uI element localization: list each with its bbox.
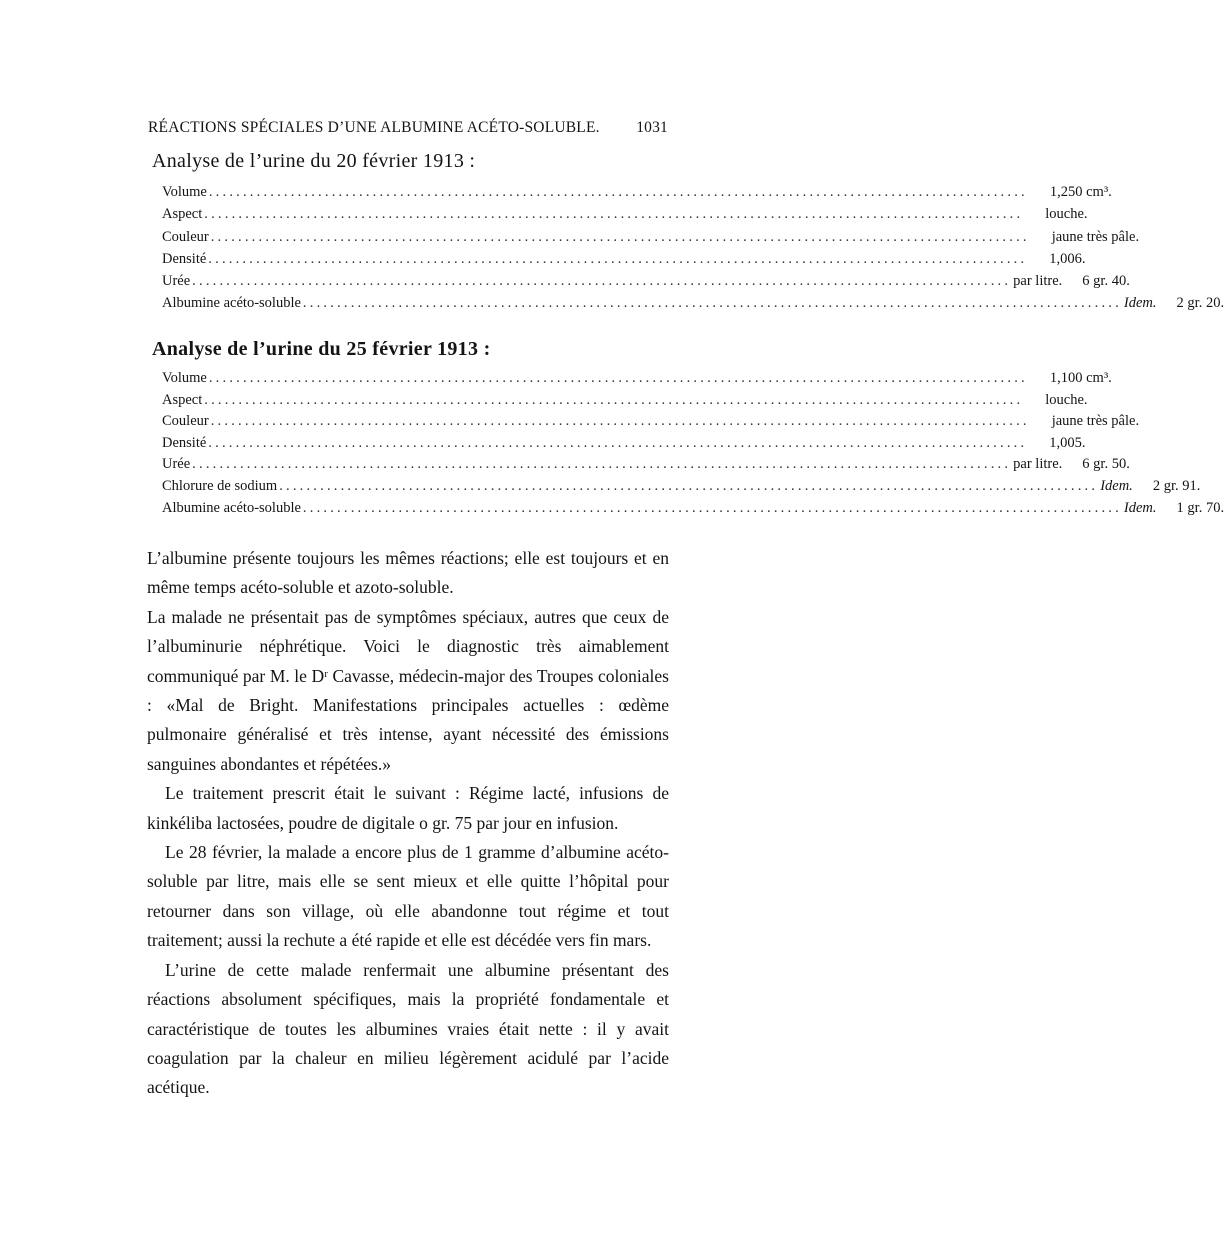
row-value: 2 gr. 20. — [1176, 295, 1224, 312]
row-label: Volume — [162, 370, 207, 386]
row-label: Albumine acéto-soluble — [162, 499, 301, 516]
row-value: 1,005. — [1049, 434, 1086, 451]
leader-dots: ........................................................................................................................ — [192, 273, 1012, 290]
leader-dots: ........................................................................................................................ — [208, 184, 1028, 200]
row-label: Aspect — [162, 391, 203, 408]
row-value: 6 gr. 40. — [1082, 273, 1130, 290]
row-value: louche. — [1045, 391, 1088, 408]
table-row — [162, 499, 1224, 522]
analysis-1-table — [162, 184, 1224, 318]
row-qualifier: par litre. — [1013, 273, 1063, 290]
row-qualifier: Idem. — [1123, 499, 1157, 516]
row-label: Volume — [162, 184, 207, 200]
leader-dots: ........................................................................................................................ — [279, 477, 1099, 494]
table-row — [162, 456, 1130, 478]
table-row — [162, 228, 1140, 251]
row-qualifier: par litre. — [1013, 456, 1063, 473]
row-value: jaune très pâle. — [1051, 228, 1140, 245]
table-row — [162, 206, 1088, 228]
table-row — [162, 295, 1224, 317]
table-row — [162, 477, 1201, 500]
running-header — [148, 119, 668, 137]
row-value: 6 gr. 50. — [1082, 456, 1130, 473]
row-value: louche. — [1045, 206, 1088, 223]
analysis-2-title: Analyse de l’urine du 25 février 1913 : — [152, 338, 491, 360]
table-row — [162, 273, 1130, 295]
paragraph: Le traitement prescrit était le suivant : Régime lacté, infusions de kinkéliba lactosées, poudre de digitale o gr. 75 par jour en infusion. — [147, 783, 669, 833]
leader-dots: ........................................................................................................................ — [208, 250, 1028, 267]
row-label: Densité — [162, 434, 207, 451]
leader-dots: ........................................................................................................................ — [210, 228, 1030, 245]
row-label: Couleur — [162, 413, 209, 430]
row-label: Urée — [162, 273, 191, 290]
running-title: RÉACTIONS SPÉCIALES D’UNE ALBUMINE ACÉTO-SOLUBLE. — [148, 119, 600, 136]
leader-dots: ........................................................................................................................ — [302, 499, 1122, 516]
row-label: Aspect — [162, 206, 203, 223]
table-row — [162, 391, 1088, 414]
leader-dots: ........................................................................................................................ — [192, 456, 1012, 473]
row-value: 1 gr. 70. — [1176, 499, 1224, 516]
table-row — [162, 184, 1112, 206]
row-label: Couleur — [162, 228, 209, 245]
table-row — [162, 250, 1086, 273]
page-number: 1031 — [636, 119, 668, 136]
row-label: Chlorure de sodium — [162, 477, 278, 494]
table-row — [162, 370, 1112, 392]
row-label: Urée — [162, 456, 191, 473]
leader-dots: ........................................................................................................................ — [208, 370, 1028, 386]
row-label: Albumine acéto-soluble — [162, 295, 301, 312]
leader-dots: ........................................................................................................................ — [210, 413, 1030, 430]
leader-dots: ........................................................................................................................ — [208, 434, 1028, 451]
paragraph: L’albumine présente toujours les mêmes réactions; elle est toujours et en même temps acéto-soluble et azoto-soluble. — [147, 548, 669, 598]
analysis-1-title: Analyse de l’urine du 20 février 1913 : — [152, 150, 476, 172]
paragraph: Le 28 février, la malade a encore plus de 1 gramme d’albumine acéto-soluble par litre, mais elle se sent mieux et elle quitte l’hôpital pour retourner dans son village, où elle abandonne tout régime et tout traitement; aussi la rechute a été rapide et elle est décédée vers fin mars. — [147, 842, 669, 951]
row-qualifier: Idem. — [1100, 477, 1133, 494]
row-value: 1,100 cm³. — [1049, 370, 1112, 386]
row-value: jaune très pâle. — [1051, 413, 1140, 430]
row-qualifier: Idem. — [1123, 295, 1157, 312]
row-value: 2 gr. 91. — [1152, 477, 1201, 494]
row-value: 1,250 cm³. — [1049, 184, 1112, 200]
row-value: 1,006. — [1049, 250, 1086, 267]
table-row — [162, 413, 1140, 435]
leader-dots: ........................................................................................................................ — [302, 295, 1122, 312]
paragraph: La malade ne présentait pas de symptômes spéciaux, autres que ceux de l’albuminurie néphrétique. Voici le diagnostic très aimablement communiqué par M. le Dʳ Cavasse, médecin-major des Troupes coloniales : «Mal de Bright. Manifestations principales actuelles : œdème pulmonaire généralisé et très intense, ayant nécessité des émissions sanguines abondantes et répétées.» — [147, 606, 669, 774]
analysis-2-table — [162, 370, 1224, 521]
paragraph: L’urine de cette malade renfermait une albumine présentant des réactions absolument spécifiques, mais la propriété fondamentale et caractéristique de toutes les albumines vraies était nette : il y avait coagulation par la chaleur en milieu légèrement acidulé par l’acide acétique. — [147, 959, 669, 1098]
body-text — [147, 544, 669, 1103]
table-row — [162, 434, 1086, 457]
row-label: Densité — [162, 250, 207, 267]
leader-dots: ........................................................................................................................ — [204, 206, 1024, 223]
leader-dots: ........................................................................................................................ — [204, 391, 1024, 408]
